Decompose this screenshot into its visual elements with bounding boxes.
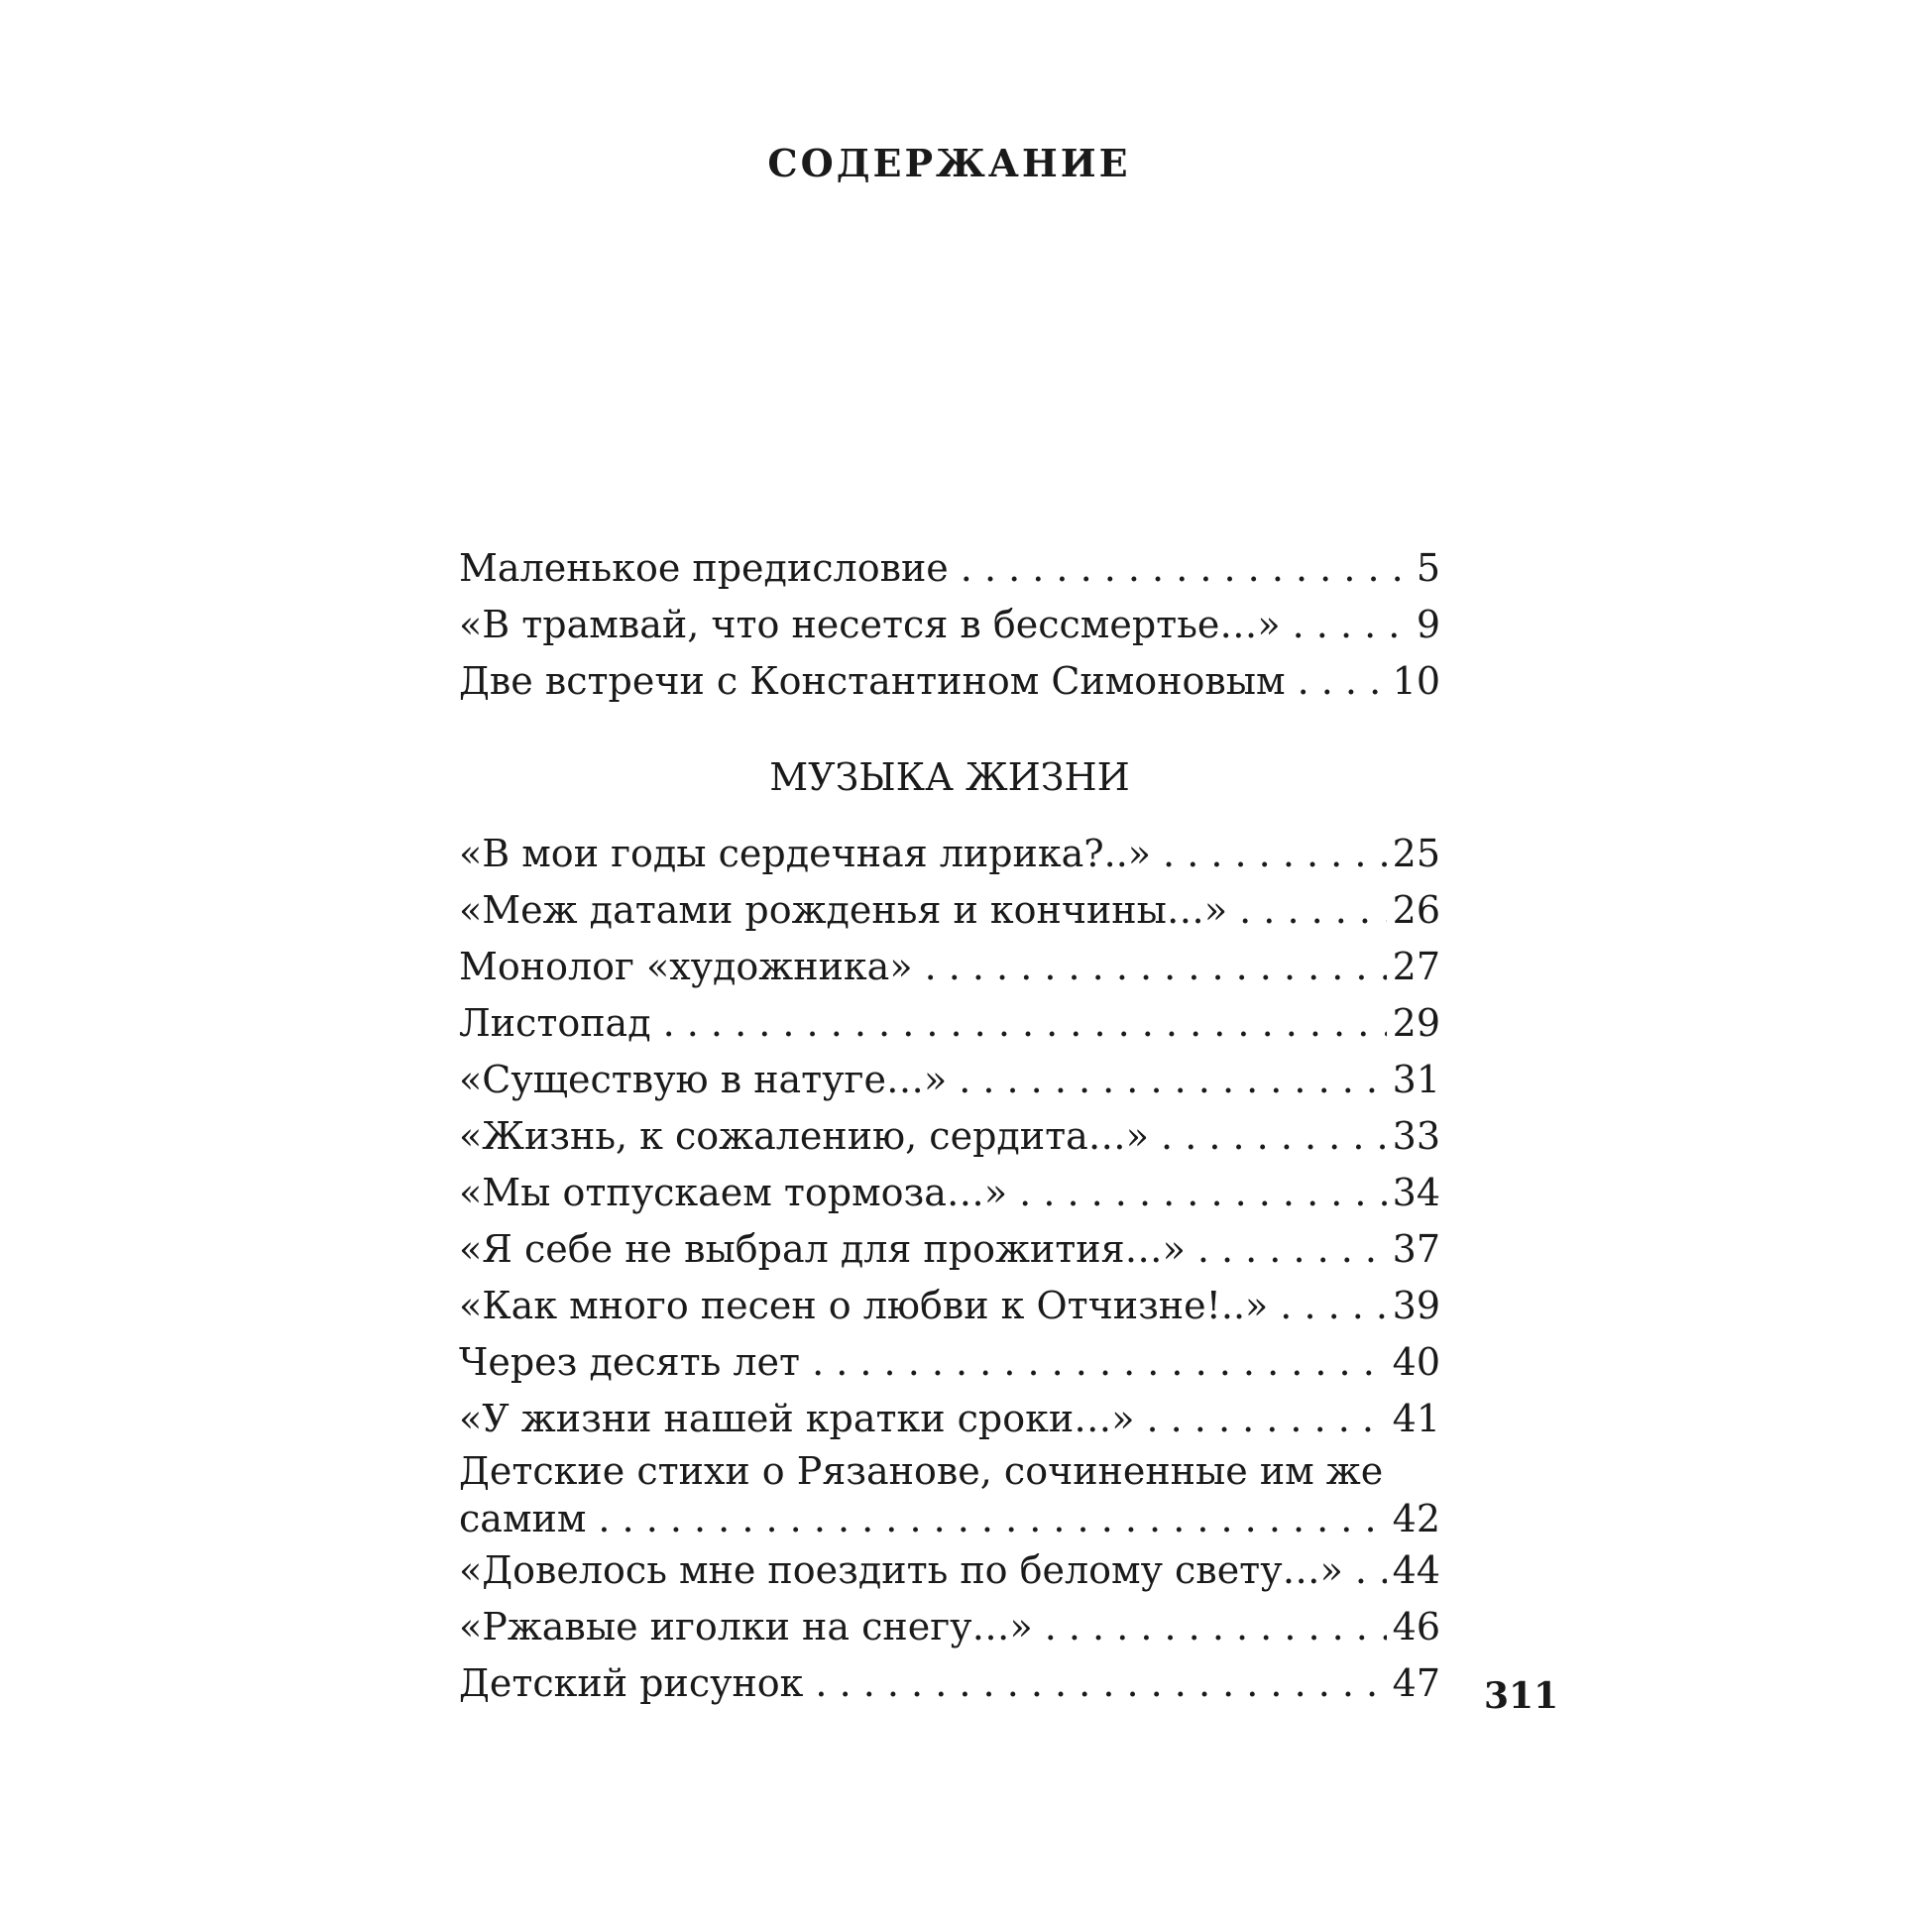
toc-entry (459, 826, 1440, 882)
toc-entry-title: Детский рисунок (459, 1661, 804, 1705)
toc-entry-title: Монолог «художника» (459, 945, 913, 988)
toc-entry (459, 1108, 1440, 1165)
dot-leader (1146, 1391, 1386, 1447)
toc-entry-page: 39 (1392, 1284, 1440, 1327)
dot-leader (1045, 1599, 1387, 1655)
toc-entry-title: «Я себе не выбрал для прожития…» (459, 1227, 1186, 1271)
toc-entry-page: 10 (1392, 659, 1440, 703)
page-title: СОДЕРЖАНИЕ (767, 141, 1131, 185)
toc-entry-second-line (459, 1495, 1440, 1542)
toc-entry-page: 26 (1392, 888, 1440, 932)
toc-entry-page: 5 (1416, 546, 1440, 590)
toc-entry-multiline (459, 1447, 1440, 1542)
dot-leader (1163, 826, 1387, 882)
toc-entry (459, 1221, 1440, 1278)
dot-leader (815, 1655, 1386, 1712)
dot-leader (598, 1495, 1386, 1542)
toc-entry-page: 29 (1392, 1001, 1440, 1045)
toc-entry-page: 9 (1416, 603, 1440, 646)
toc-entry-title-line2: самим (459, 1497, 587, 1540)
toc-entry-title: «Как много песен о любви к Отчизне!..» (459, 1284, 1269, 1327)
toc-entry-title: «Ржавые иголки на снегу…» (459, 1605, 1033, 1648)
toc-entry (459, 995, 1440, 1052)
toc-entry-title: Две встречи с Константином Симоновым (459, 659, 1286, 703)
toc-entry (459, 1334, 1440, 1391)
dot-leader (663, 995, 1387, 1052)
toc-entry-page: 44 (1392, 1548, 1440, 1592)
toc-entry-title: «Довелось мне поездить по белому свету…» (459, 1548, 1343, 1592)
table-of-contents (459, 540, 1440, 1712)
toc-entry-title: Через десять лет (459, 1340, 801, 1384)
toc-entry-page: 27 (1392, 945, 1440, 988)
toc-entry (459, 1391, 1440, 1447)
toc-entry (459, 1542, 1440, 1599)
toc-entry (459, 540, 1440, 597)
dot-leader (1239, 882, 1387, 939)
dot-leader (1197, 1221, 1387, 1278)
section-gap (459, 710, 1440, 749)
dot-leader (1019, 1165, 1386, 1221)
toc-entry-page: 37 (1392, 1227, 1440, 1271)
toc-entry (459, 1165, 1440, 1221)
section-heading: МУЗЫКА ЖИЗНИ (769, 755, 1130, 799)
toc-entry-page: 41 (1392, 1397, 1440, 1440)
toc-entry-page: 34 (1392, 1171, 1440, 1214)
dot-leader (1293, 597, 1411, 653)
toc-entry (459, 882, 1440, 939)
toc-entry (459, 1599, 1440, 1655)
dot-leader (959, 1052, 1386, 1108)
page-number: 311 (1484, 1675, 1559, 1717)
toc-entry (459, 939, 1440, 995)
toc-entry-title: «Меж датами рожденья и кончины…» (459, 888, 1228, 932)
toc-entry-page: 42 (1392, 1497, 1440, 1540)
toc-entry-title: «В трамвай, что несется в бессмертье…» (459, 603, 1281, 646)
toc-entry-title: «Мы отпускаем тормоза…» (459, 1171, 1008, 1214)
dot-leader (1298, 653, 1387, 710)
dot-leader (961, 540, 1411, 597)
toc-entry-title-line1: Детские стихи о Рязанове, сочиненные им же (459, 1449, 1384, 1493)
dot-leader (812, 1334, 1387, 1391)
toc-entry (459, 1655, 1440, 1712)
toc-entry (459, 653, 1440, 710)
toc-entry-title: «В мои годы сердечная лирика?..» (459, 832, 1152, 875)
toc-entry-page: 47 (1392, 1661, 1440, 1705)
toc-entry-page: 31 (1392, 1058, 1440, 1101)
toc-entry-title: «У жизни нашей кратки сроки…» (459, 1397, 1135, 1440)
dot-leader (1355, 1542, 1387, 1599)
toc-entry-title: «Жизнь, к сожалению, сердита…» (459, 1114, 1150, 1158)
toc-entry-page: 33 (1392, 1114, 1440, 1158)
toc-entry (459, 597, 1440, 653)
toc-entry-page: 25 (1392, 832, 1440, 875)
toc-entry (459, 1278, 1440, 1334)
dot-leader (1161, 1108, 1387, 1165)
toc-entry-title: Маленькое предисловие (459, 546, 949, 590)
toc-entry-page: 40 (1392, 1340, 1440, 1384)
toc-entry-title: Листопад (459, 1001, 651, 1045)
toc-entry (459, 1052, 1440, 1108)
toc-entry-page: 46 (1392, 1605, 1440, 1648)
toc-entry-title: «Существую в натуге…» (459, 1058, 948, 1101)
dot-leader (1280, 1278, 1386, 1334)
dot-leader (925, 939, 1387, 995)
